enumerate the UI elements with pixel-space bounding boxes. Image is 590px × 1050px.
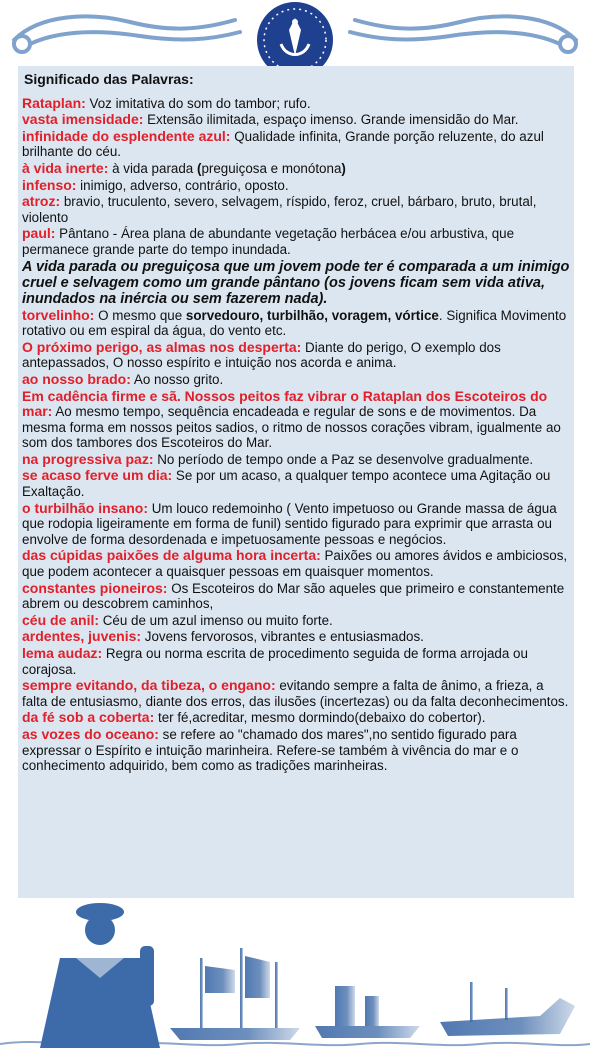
definition: se refere ao "chamado dos mares",no sentido figurado para expressar o Espírito e intuição marinheira. Refere-se também à vivência do mar e o conhecimento adquirido, bem como as tradições marinheiras. xyxy=(22,726,519,774)
glossary-entry xyxy=(22,727,570,774)
glossary xyxy=(22,72,570,775)
definition: Ao nosso grito. xyxy=(130,371,224,387)
glossary-entry xyxy=(22,161,570,177)
term: constantes pioneiros: xyxy=(22,579,168,596)
definition: Regra ou norma escrita de procedimento seguida de forma arrojada ou corajosa. xyxy=(22,646,528,677)
term: Em cadência firme e sã. Nossos peitos faz vibrar o Rataplan dos Escoteiros do mar: xyxy=(22,387,548,420)
definition: Jovens fervorosos, vibrantes e entusiasmados. xyxy=(141,629,424,645)
glossary-entry xyxy=(22,678,570,709)
definition: Qualidade infinita, Grande porção reluzente, do azul brilhante do céu. xyxy=(22,128,544,160)
glossary-entry xyxy=(22,194,570,225)
definition: Um louco redemoinho ( Vento impetuoso ou Grande massa de água que rodopia ligeiramente em forma de funil) sentido figurado para exprimir que arrasta ou envolve de forma desordenada e impetuosamente pessoas e negócios. xyxy=(22,500,557,547)
definition: O mesmo que xyxy=(94,307,186,323)
glossary-entry xyxy=(22,613,570,629)
definition: No período de tempo onde a Paz se desenvolve gradualmente. xyxy=(153,451,534,467)
italic-note: A vida parada ou preguiçosa que um jovem pode ter é comparada a um inimigo cruel e selvagem como um grande pântano (os jovens ficam sem vida ativa, inundados na inércia ou sem fazerem nada). xyxy=(22,258,570,307)
term: na progressiva paz: xyxy=(22,450,154,467)
definition: Os Escoteiros do Mar são aqueles que primeiro e constantemente abrem ou descobrem caminhos, xyxy=(22,580,565,612)
term: Rataplan: xyxy=(22,94,86,111)
glossary-entry xyxy=(22,501,570,548)
glossary-entry xyxy=(22,629,570,645)
definition: . Significa Movimento rotativo ou em espiral da água, do vento etc. xyxy=(22,307,567,339)
glossary-entry xyxy=(22,468,570,499)
definition: bravio, truculento, severo, selvagem, ríspido, feroz, cruel, bárbaro, bruto, brutal, violento xyxy=(22,194,537,225)
term: vasta imensidade: xyxy=(22,111,144,128)
emblem-icon xyxy=(257,2,333,75)
glossary-entry xyxy=(22,96,570,112)
glossary-entry xyxy=(22,308,570,339)
term: atroz: xyxy=(22,193,61,210)
definition: Diante do perigo, O exemplo dos antepassados, O nosso espírito e intuição nos acorda e anima. xyxy=(22,339,501,371)
glossary-entry xyxy=(22,646,570,677)
glossary-entry xyxy=(22,389,570,451)
term: sempre evitando, da tibeza, o engano: xyxy=(22,677,276,694)
term: lema audaz: xyxy=(22,645,103,661)
page-title: Significado das Palavras: xyxy=(24,71,194,87)
glossary-entry xyxy=(22,129,570,160)
header-ornament xyxy=(0,0,590,75)
glossary-entry xyxy=(22,452,570,468)
term: da fé sob a coberta: xyxy=(22,709,155,726)
definition: ter fé,acreditar, mesmo dormindo(debaixo do cobertor). xyxy=(154,710,486,726)
definition: à vida parada xyxy=(108,160,197,176)
glossary-entry xyxy=(22,112,570,128)
footer-illustration xyxy=(0,898,590,1050)
term: paul: xyxy=(22,225,56,242)
term: das cúpidas paixões de alguma hora incerta: xyxy=(22,547,321,564)
definition: evitando sempre a falta de ânimo, a frieza, a falta de entusiasmo, diante dos erros, das ilusões (incertezas) ou da falta deconhecimentos. xyxy=(22,678,569,709)
term: infenso: xyxy=(22,176,77,193)
definition: Ao mesmo tempo, sequência encadeada e regular de sons e de movimentos. Da mesma forma em nossos peitos sadios, o ritmo de nossos corações vibram, igualmente ao som dos tambores dos Escoteiros do Mar. xyxy=(22,404,561,451)
term: infinidade do esplendente azul: xyxy=(22,127,231,144)
glossary-entry xyxy=(22,548,570,579)
sailor-silhouette-icon xyxy=(40,903,160,1048)
definition: Paixões ou amores ávidos e ambiciosos, que podem acontecer a quaisquer pessoas em quaisquer momentos. xyxy=(22,548,568,580)
glossary-entry xyxy=(22,226,570,257)
definition: Pântano - Área plana de abundante vegetação herbácea e/ou arbustiva, que permanece grande parte do tempo inundada. xyxy=(22,226,515,257)
term: se acaso ferve um dia: xyxy=(22,467,173,484)
definition-bold: ( xyxy=(196,160,202,176)
definition-bold: sorvedouro, turbilhão, voragem, vórtice xyxy=(185,307,439,323)
term: o turbilhão insano: xyxy=(22,499,148,516)
glossary-entry xyxy=(22,581,570,612)
definition-bold: ) xyxy=(341,160,346,176)
definition: Extensão ilimitada, espaço imenso. Grande imensidão do Mar. xyxy=(143,112,519,128)
definition: Voz imitativa do som do tambor; rufo. xyxy=(85,95,311,111)
definition: preguiçosa e monótona xyxy=(201,160,342,176)
term: céu de anil: xyxy=(22,611,100,628)
definition: Se por um acaso, a qualquer tempo acontece uma Agitação ou Exaltação. xyxy=(22,468,551,500)
definition: inimigo, adverso, contrário, oposto. xyxy=(76,177,289,193)
term: à vida inerte: xyxy=(22,159,109,176)
term: ardentes, juvenis: xyxy=(22,628,142,645)
glossary-entry xyxy=(22,372,570,388)
term: ao nosso brado: xyxy=(22,370,131,387)
glossary-entry xyxy=(22,710,570,726)
term: O próximo perigo, as almas nos desperta: xyxy=(22,338,302,355)
definition: Céu de um azul imenso ou muito forte. xyxy=(99,612,333,628)
term: as vozes do oceano: xyxy=(22,725,159,742)
term: torvelinho: xyxy=(22,306,95,323)
ships-silhouette-icon xyxy=(170,948,575,1040)
glossary-entry xyxy=(22,178,570,194)
glossary-entry xyxy=(22,340,570,371)
